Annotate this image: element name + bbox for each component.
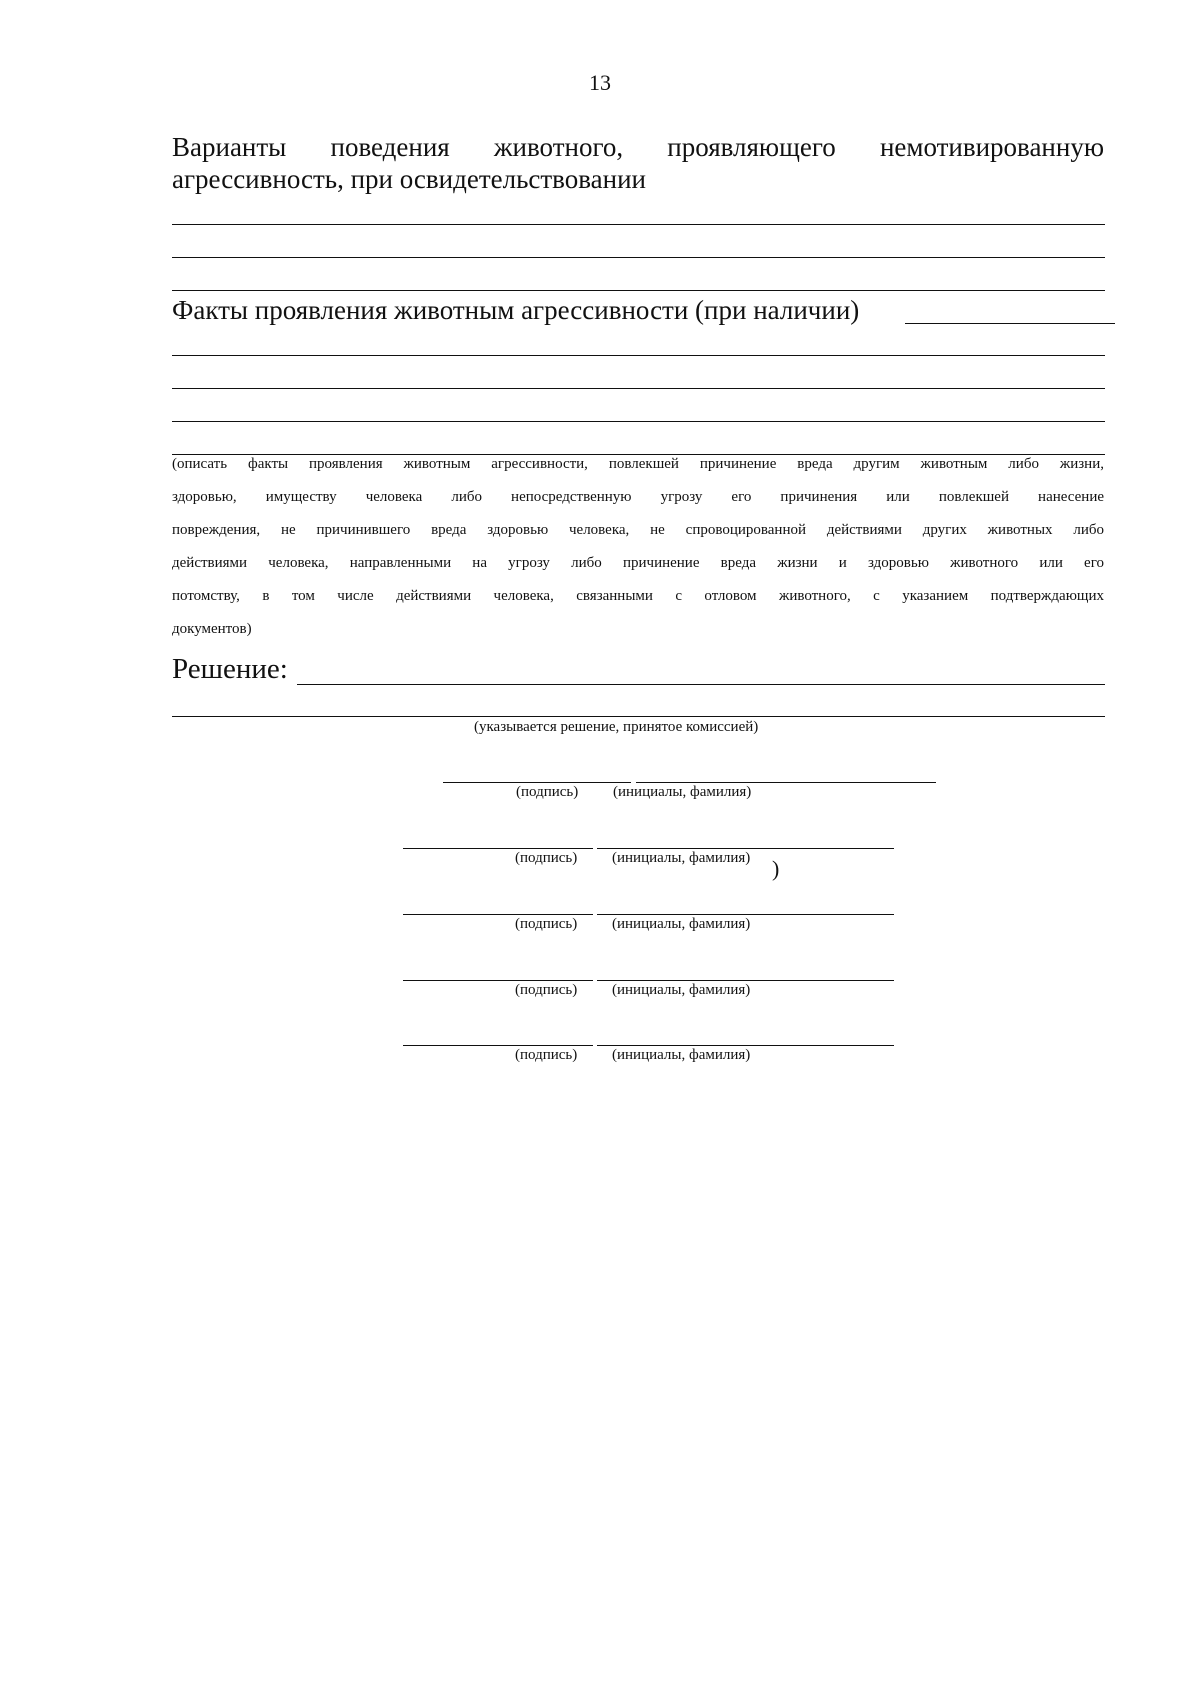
signature-5-name-caption: (инициалы, фамилия) bbox=[612, 1047, 751, 1063]
signature-3-sign-caption: (подпись) bbox=[515, 916, 578, 932]
facts-note-line-6: документов) bbox=[172, 621, 252, 637]
facts-note-line-5: потомству, в том числе действиями человека, связанными с отловом животного, с указанием подтверждающих bbox=[172, 588, 1104, 604]
decision-fill-line bbox=[172, 716, 1105, 717]
facts-note-line-4: действиями человека, направленными на угрозу либо причинение вреда жизни и здоровью животного или его bbox=[172, 555, 1104, 571]
facts-fill-line-2 bbox=[172, 388, 1105, 389]
signature-1-name-caption: (инициалы, фамилия) bbox=[613, 784, 752, 800]
page-number: 13 bbox=[589, 70, 611, 95]
signature-1-sign-caption: (подпись) bbox=[516, 784, 579, 800]
behavior-heading-line2: агрессивность, при освидетельствовании bbox=[172, 164, 646, 194]
facts-inline-fill-line bbox=[905, 323, 1115, 324]
signature-2-name-caption: (инициалы, фамилия) bbox=[612, 850, 751, 866]
facts-note-line-2: здоровью, имуществу человека либо непосредственную угрозу его причинения или повлекшей нанесение bbox=[172, 489, 1104, 505]
facts-label: Факты проявления животным агрессивности (при наличии) bbox=[172, 295, 860, 325]
facts-note-line-1: (описать факты проявления животным агрессивности, повлекшей причинение вреда другим животным либо жизни, bbox=[172, 456, 1104, 472]
decision-inline-fill-line bbox=[297, 684, 1105, 685]
facts-note-line-3: повреждения, не причинившего вреда здоровью человека, не спровоцированной действиями других животных либо bbox=[172, 522, 1104, 538]
stray-closing-paren: ) bbox=[772, 856, 780, 881]
signature-4-name-caption: (инициалы, фамилия) bbox=[612, 982, 751, 998]
behavior-heading-line1: Варианты поведения животного, проявляющего немотивированную bbox=[172, 132, 1104, 162]
behavior-fill-line-2 bbox=[172, 257, 1105, 258]
signature-4-sign-caption: (подпись) bbox=[515, 982, 578, 998]
decision-caption: (указывается решение, принятое комиссией) bbox=[474, 719, 759, 735]
facts-fill-line-1 bbox=[172, 355, 1105, 356]
signature-5-sign-caption: (подпись) bbox=[515, 1047, 578, 1063]
facts-fill-line-3 bbox=[172, 421, 1105, 422]
behavior-fill-line-3 bbox=[172, 290, 1105, 291]
signature-2-sign-caption: (подпись) bbox=[515, 850, 578, 866]
behavior-fill-line-1 bbox=[172, 224, 1105, 225]
decision-label: Решение: bbox=[172, 653, 288, 685]
signature-3-name-caption: (инициалы, фамилия) bbox=[612, 916, 751, 932]
